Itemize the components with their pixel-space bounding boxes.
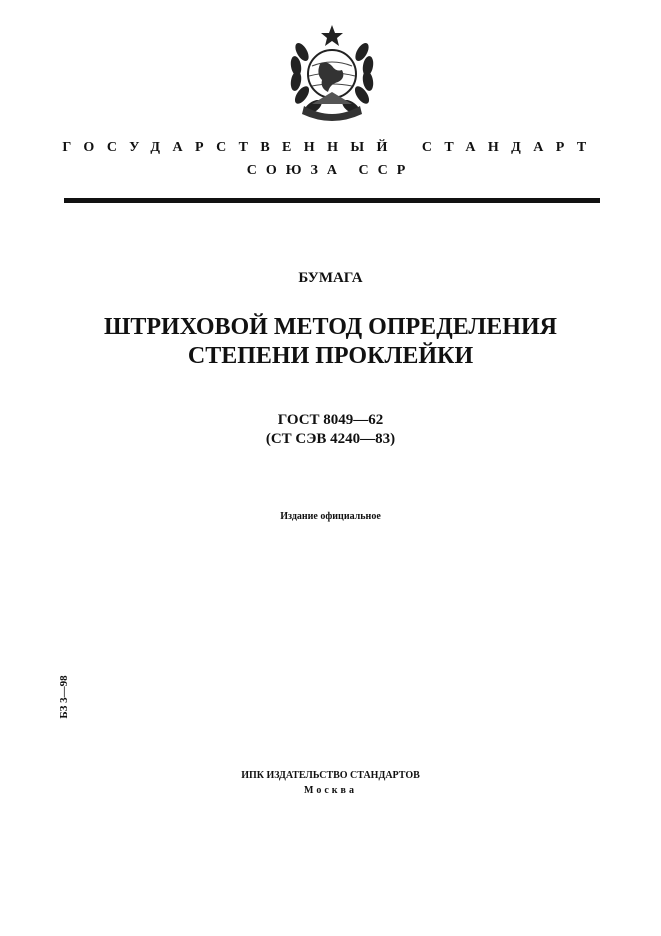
publisher-name: ИПК ИЗДАТЕЛЬСТВО СТАНДАРТОВ — [241, 770, 420, 781]
header-word-standard: СТАНДАРТ — [421, 140, 599, 155]
gost-number: ГОСТ 8049—62 — [277, 412, 384, 428]
title-line-2: СТЕПЕНИ ПРОКЛЕЙКИ — [187, 343, 474, 369]
document-title — [0, 313, 661, 371]
edition-note: Издание официальное — [280, 511, 381, 522]
document-topic: БУМАГА — [298, 270, 363, 286]
side-code: БЗ 3—98 — [58, 675, 70, 719]
sev-number: (СТ СЭВ 4240—83) — [265, 431, 396, 447]
ussr-coat-of-arms-icon — [282, 22, 382, 126]
header-state-standard — [0, 140, 661, 156]
header-divider — [64, 198, 600, 203]
standard-designation — [0, 411, 661, 449]
header-union: СОЮЗА ССР — [246, 163, 415, 178]
title-line-1: ШТРИХОВОЙ МЕТОД ОПРЕДЕЛЕНИЯ — [104, 314, 557, 340]
publisher-city: Москва — [304, 785, 357, 796]
header-word-state: ГОСУДАРСТВЕННЫЙ — [62, 140, 400, 155]
